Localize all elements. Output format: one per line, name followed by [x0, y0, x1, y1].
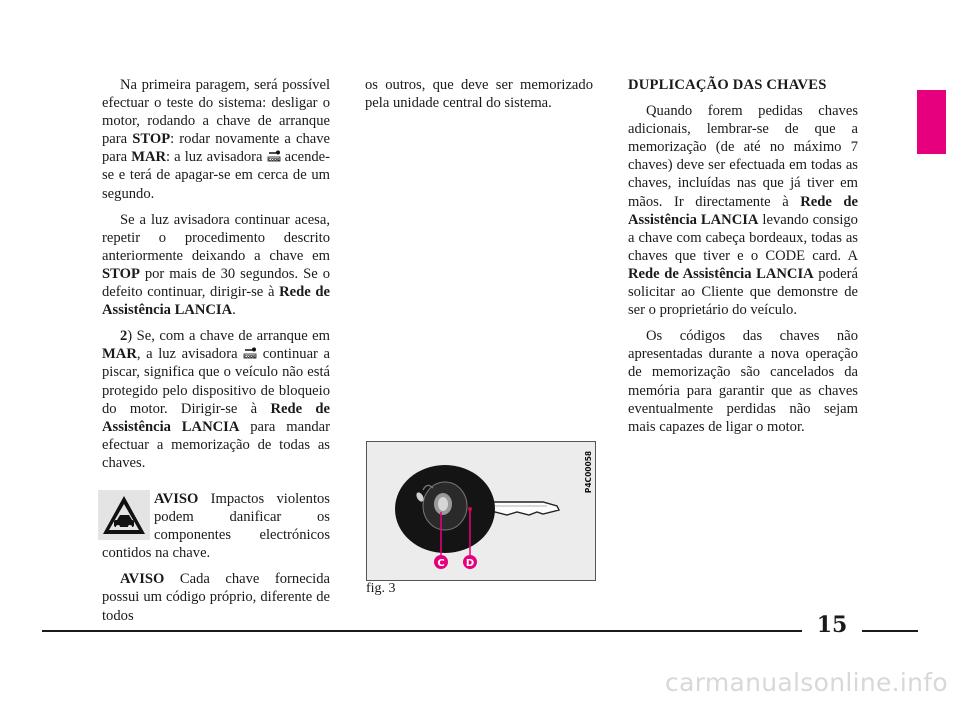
warning-triangle-icon — [98, 490, 150, 540]
key-illustration — [367, 442, 595, 580]
section-tab-marker — [917, 90, 946, 154]
footer-rule-right — [862, 630, 918, 632]
paragraph-light-flashing: 2) Se, com a chave de arranque em MAR, a luz avisadora CODE continuar a piscar, significa que o veículo não está protegido pelo dispositivo de bloqueio do motor. Dirigir-se à Rede de Assistência LANCIA para mandar efectuar a memorização de todas as chaves. — [102, 328, 331, 471]
code-key-warning-icon — [267, 150, 281, 162]
code-key-warning-icon — [243, 347, 257, 359]
paragraph-light-remains-on: Se a luz avisadora continuar acesa, repetir o procedimento descrito anteriormente deixando a chave em STOP por mais de 30 segundos. Se o defeito continuar, dirigir-se à Rede de Assistência LANCIA. — [102, 211, 330, 319]
page-number: 15 — [816, 612, 848, 638]
warning-impacts: AVISO Impactos violentos podem danificar os componentes electrónicos contidos na chave. — [102, 490, 330, 562]
label-c: C — [437, 558, 445, 569]
paragraph-system-test: Na primeira paragem, será possível efectuar o teste do sistema: desligar o motor, rodando a chave de arranque para STOP: rodar novamente a chave para MAR: a luz avisadora CODE acende-se e terá de apagar-se em cerca de um segundo. — [102, 77, 331, 202]
warning-block — [102, 490, 330, 625]
paragraph-codes-cancelled: Os códigos das chaves não apresentadas durante a nova operação de memorização são cancelados da memória para garantir que as chaves eventualmente perdidas não sejam mais capazes de ligar o motor. — [628, 328, 858, 435]
text-column-2 — [365, 76, 593, 120]
paragraph-continuation: os outros, que deve ser memorizado pela unidade central do sistema. — [365, 77, 593, 112]
footer-rule-left — [42, 630, 802, 632]
section-heading: DUPLICAÇÃO DAS CHAVES — [628, 77, 827, 93]
figure-caption: fig. 3 — [366, 581, 396, 596]
figure-key-illustration — [366, 441, 596, 581]
svg-text:CODE: CODE — [268, 157, 280, 162]
paragraph-key-duplication: Quando forem pedidas chaves adicionais, lembrar-se de que a memorização (de até no máximo 7 chaves) deve ser efectuada em todas as chaves, incluídas nas que já tiver em mãos. Ir directamente à Rede de Assistência LANCIA levando consigo a chave com cabeça bordeaux, todas as chaves que tiver e o CODE card. A Rede de Assistência LANCIA poderá solicitar ao Cliente que demonstre de ser o proprietário do veículo. — [628, 103, 858, 319]
svg-text:CODE: CODE — [244, 354, 256, 359]
watermark: carmanualsonline.info — [665, 668, 948, 697]
label-d: D — [465, 558, 475, 569]
text-column-3 — [628, 76, 858, 444]
warning-key-code: AVISO Cada chave fornecida possui um código próprio, diferente de todos — [102, 571, 330, 624]
figure-code: P4C00058 — [584, 450, 593, 494]
text-column-1 — [102, 76, 330, 633]
